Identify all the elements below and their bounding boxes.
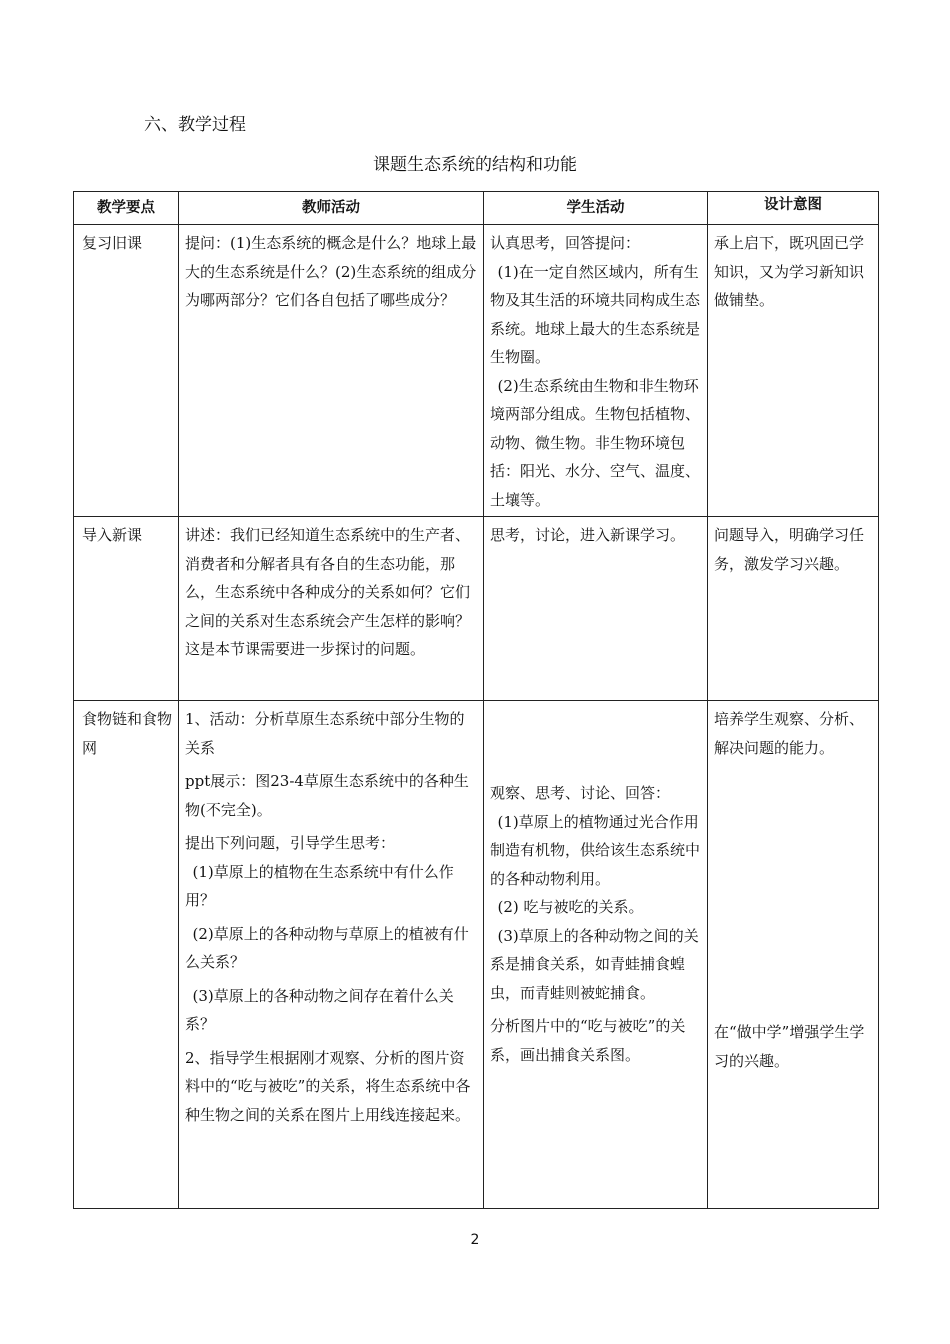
teacher-text: ppt展示：图23-4草原生态系统中的各种生物(不完全)。 (185, 772, 469, 819)
student-text: (2)生态系统由生物和非生物环境两部分组成。生物包括植物、动物、微生物。非生物环境包括：阳光、水分、空气、温度、土壤等。 (490, 376, 701, 509)
topic-cell (74, 225, 179, 517)
student-text: 思考，讨论，进入新课学习。 (490, 526, 686, 544)
student-cell (484, 517, 708, 701)
topic-cell (74, 517, 179, 701)
intent-cell (708, 517, 879, 701)
header-key-points: 教学要点 (74, 192, 179, 225)
student-text: (2) 吃与被吃的关系。 (497, 898, 644, 916)
topic-text: 复习旧课 (82, 234, 143, 252)
student-text: (1)在一定自然区域内，所有生物及其生活的环境共同构成生态系统。地球上最大的生态系统是生物圈。 (490, 262, 701, 366)
student-cell (484, 701, 708, 1209)
student-text: (1)草原上的植物通过光合作用制造有机物，供给该生态系统中的各种动物利用。 (490, 812, 701, 888)
student-text: 分析图片中的“吃与被吃”的关系，画出捕食关系图。 (490, 1017, 686, 1064)
intent-text: 承上启下，既巩固已学知识，又为学习新知识做铺垫。 (714, 234, 865, 309)
header-teacher-activity: 教师活动 (179, 192, 484, 225)
topic-text: 食物链和食物网 (82, 710, 173, 757)
lesson-plan-table (73, 191, 879, 1209)
teacher-text: 提问：(1)生态系统的概念是什么？地球上最大的生态系统是什么？(2)生态系统的组成分为哪两部分？它们各自包括了哪些成分？ (185, 234, 477, 309)
document-title: 课题生态系统的结构和功能 (373, 155, 577, 175)
topic-cell (74, 701, 179, 1209)
section-heading: 六、教学过程 (144, 115, 246, 135)
intent-cell (708, 225, 879, 517)
teacher-text: 2、指导学生根据刚才观察、分析的图片资料中的“吃与被吃”的关系，将生态系统中各种生物之间的关系在图片上用线连接起来。 (185, 1048, 471, 1124)
header-student-activity: 学生活动 (484, 192, 708, 225)
teacher-cell (179, 225, 484, 517)
table-row (74, 225, 879, 517)
intent-text: 在“做中学”增强学生学习的兴趣。 (714, 1023, 865, 1070)
teacher-text: (2)草原上的各种动物与草原上的植被有什么关系？ (185, 924, 469, 971)
intent-text: 问题导入，明确学习任务，激发学习兴趣。 (714, 526, 865, 573)
teacher-text: 1、活动：分析草原生态系统中部分生物的关系 (185, 710, 465, 757)
teacher-text: (1)草原上的植物在生态系统中有什么作用？ (185, 862, 454, 909)
student-cell (484, 225, 708, 517)
student-text: 观察、思考、讨论、回答： (490, 784, 671, 802)
student-text: 认真思考，回答提问： (490, 234, 641, 252)
teacher-text: 讲述：我们已经知道生态系统中的生产者、消费者和分解者具有各自的生态功能，那么，生态系统中各种成分的关系如何？它们之间的关系对生态系统会产生怎样的影响？这是本节课需要进一步探讨的问题。 (185, 526, 471, 658)
table-header-row (74, 192, 879, 225)
header-design-intent: 设计意图 (708, 192, 879, 225)
intent-cell (708, 701, 879, 1209)
student-text: (3)草原上的各种动物之间的关系是捕食关系，如青蛙捕食蝗虫，而青蛙则被蛇捕食。 (490, 926, 699, 1002)
teacher-text: 提出下列问题，引导学生思考： (185, 834, 396, 852)
teacher-cell (179, 517, 484, 701)
teacher-text: (3)草原上的各种动物之间存在着什么关系？ (185, 986, 454, 1033)
teacher-cell (179, 701, 484, 1209)
topic-text: 导入新课 (82, 526, 143, 544)
table-row (74, 701, 879, 1209)
intent-text: 培养学生观察、分析、解决问题的能力。 (714, 710, 865, 757)
page-number: 2 (470, 1232, 480, 1248)
table-row (74, 517, 879, 701)
